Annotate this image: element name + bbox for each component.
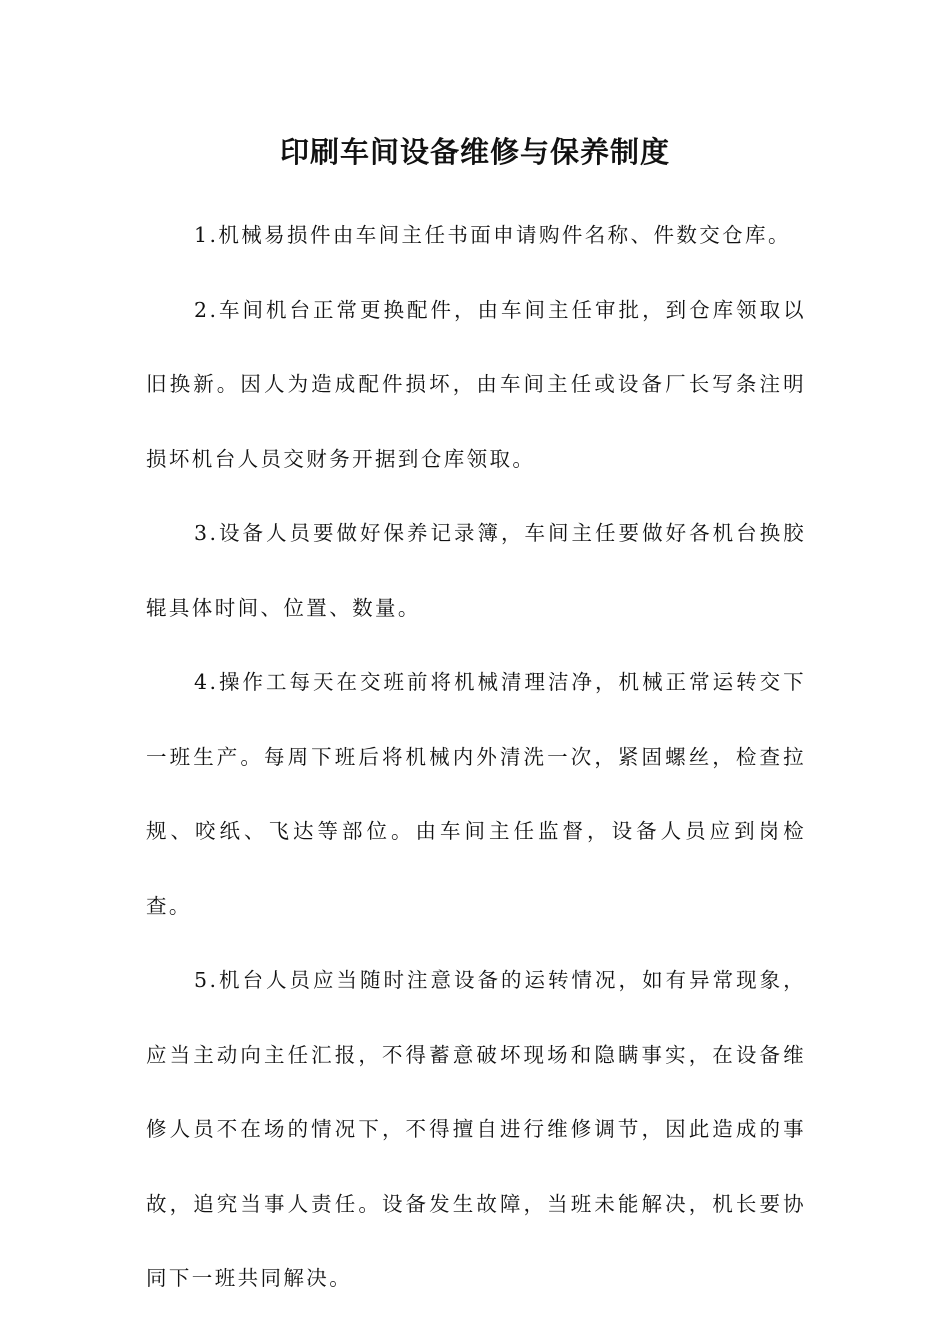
paragraph-4: 4.操作工每天在交班前将机械清理洁净，机械正常运转交下一班生产。每周下班后将机械内外清洗一次，紧固螺丝，检查拉规、咬纸、飞达等部位。由车间主任监督，设备人员应到岗检查。 xyxy=(146,670,806,918)
paragraph-2: 2.车间机台正常更换配件，由车间主任审批，到仓库领取以旧换新。因人为造成配件损坏，由车间主任或设备厂长写条注明损坏机台人员交财务开据到仓库领取。 xyxy=(146,297,806,471)
document-title: 印刷车间设备维修与保养制度 xyxy=(279,135,670,169)
paragraph-1: 1.机械易损件由车间主任书面申请购件名称、件数交仓库。 xyxy=(194,223,791,247)
paragraph-5: 5.机台人员应当随时注意设备的运转情况，如有异常现象，应当主动向主任汇报，不得蓄意破坏现场和隐瞒事实，在设备维修人员不在场的情况下，不得擅自进行维修调节，因此造成的事故，追究当事人责任。设备发生故障，当班未能解决，机长要协同下一班共同解决。 xyxy=(146,968,806,1290)
document-body xyxy=(146,198,806,1316)
paragraph-3: 3.设备人员要做好保养记录簿，车间主任要做好各机台换胶辊具体时间、位置、数量。 xyxy=(146,521,806,620)
